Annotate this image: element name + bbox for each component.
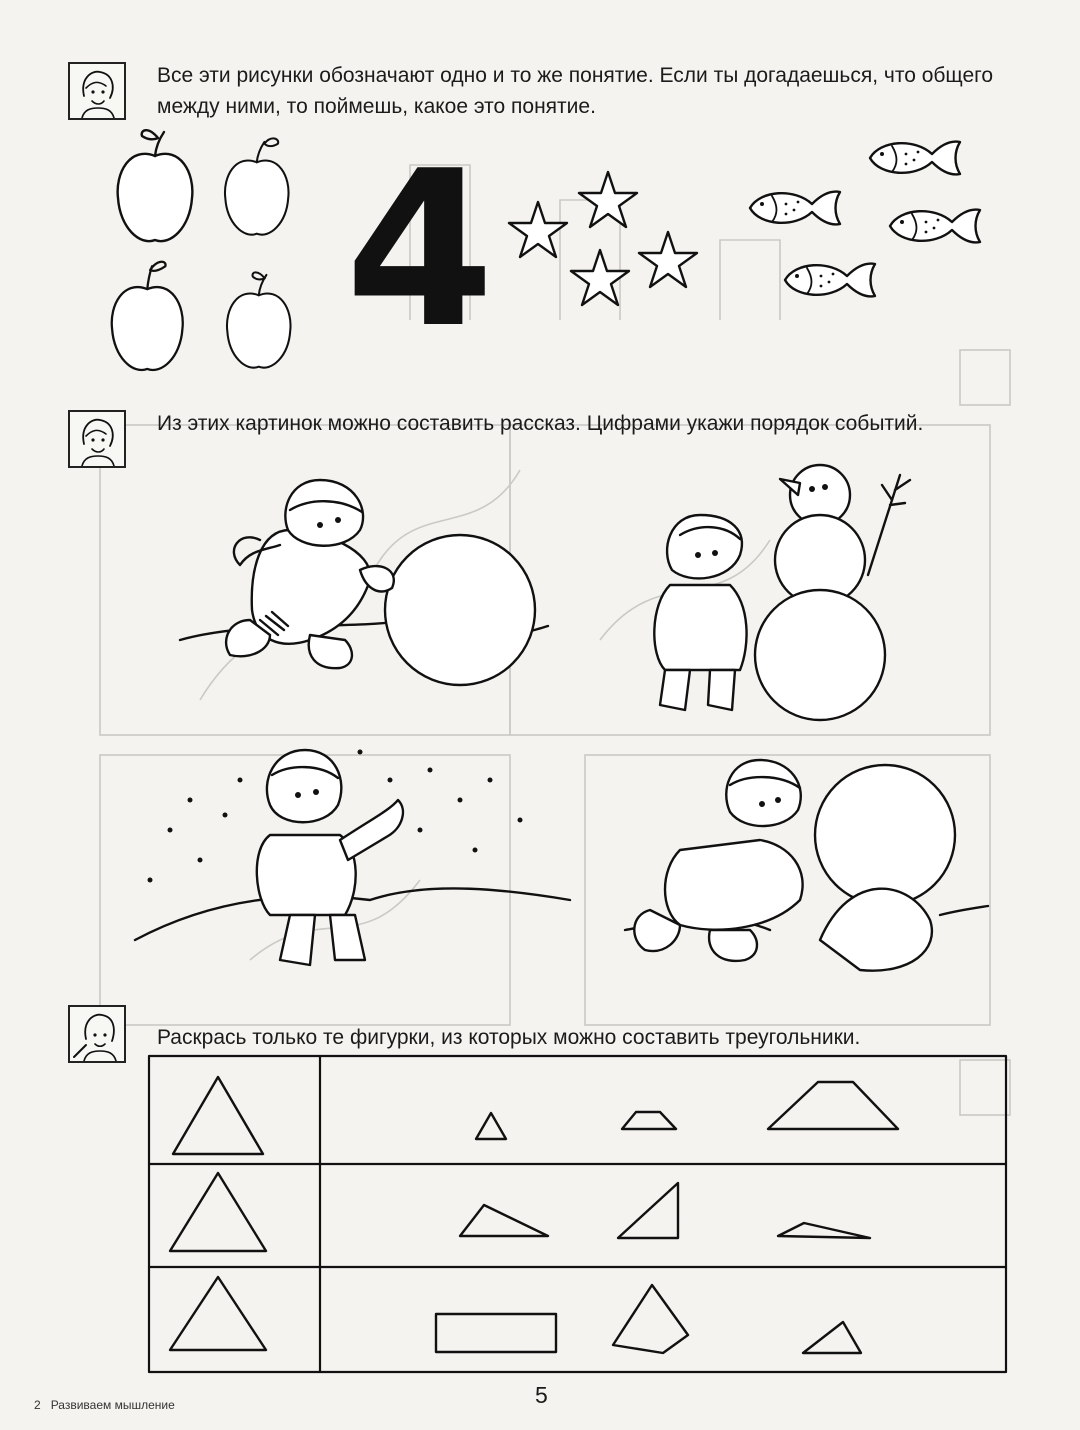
shape-trapezoid[interactable]	[622, 1112, 676, 1129]
shape-rectangle[interactable]	[436, 1314, 556, 1352]
shape-quadrilateral[interactable]	[613, 1285, 688, 1353]
task-concept-text: Все эти рисунки обозначают одно и то же понятие. Если ты догадаешься, что общего между ними, то поймешь, какое это понятие.	[157, 64, 994, 118]
story-picture-rolling-snowball	[170, 470, 550, 700]
star-icon	[571, 250, 629, 305]
shape-thin-triangle[interactable]	[778, 1223, 870, 1238]
target-triangle	[170, 1277, 266, 1350]
shape-right-triangle[interactable]	[618, 1183, 678, 1238]
shapes-table	[148, 1055, 1008, 1375]
fish-icon	[785, 264, 875, 297]
shape-large-trapezoid[interactable]	[768, 1082, 898, 1129]
page-number: 5	[535, 1382, 548, 1408]
fish-icon	[890, 210, 980, 243]
target-triangle	[173, 1077, 263, 1154]
fish-icon	[870, 142, 960, 175]
story-picture-snowman	[620, 455, 940, 725]
stars-group	[500, 170, 710, 320]
star-icon	[509, 202, 567, 257]
shape-obtuse-triangle[interactable]	[460, 1205, 548, 1236]
concept-number: 4	[345, 124, 495, 375]
footer-number: 2	[34, 1398, 41, 1412]
child-drawing-icon	[68, 1005, 126, 1063]
apple-icon	[118, 130, 193, 241]
shape-small-triangle[interactable]	[476, 1113, 506, 1139]
footer-title: Развиваем мышление	[50, 1398, 175, 1412]
shape-small-obtuse-triangle[interactable]	[803, 1322, 861, 1353]
star-icon	[579, 172, 637, 227]
story-picture-big-snowball	[620, 740, 990, 990]
story-picture-snowfall	[130, 740, 580, 1000]
task-triangles-text: Раскрась только те фигурки, из которых можно составить треугольники.	[157, 1026, 861, 1049]
child-face-icon	[68, 62, 126, 120]
apples-group	[100, 118, 320, 378]
apple-icon	[227, 272, 291, 367]
apple-icon	[112, 262, 183, 370]
fish-group	[740, 130, 1020, 320]
target-triangle	[170, 1173, 266, 1251]
footer	[34, 1398, 185, 1412]
star-icon	[639, 232, 697, 287]
task-story-text: Из этих картинок можно составить рассказ. Цифрами укажи порядок событий.	[157, 412, 924, 435]
fish-icon	[750, 192, 840, 225]
apple-icon	[225, 138, 289, 234]
child-face-icon	[68, 410, 126, 468]
